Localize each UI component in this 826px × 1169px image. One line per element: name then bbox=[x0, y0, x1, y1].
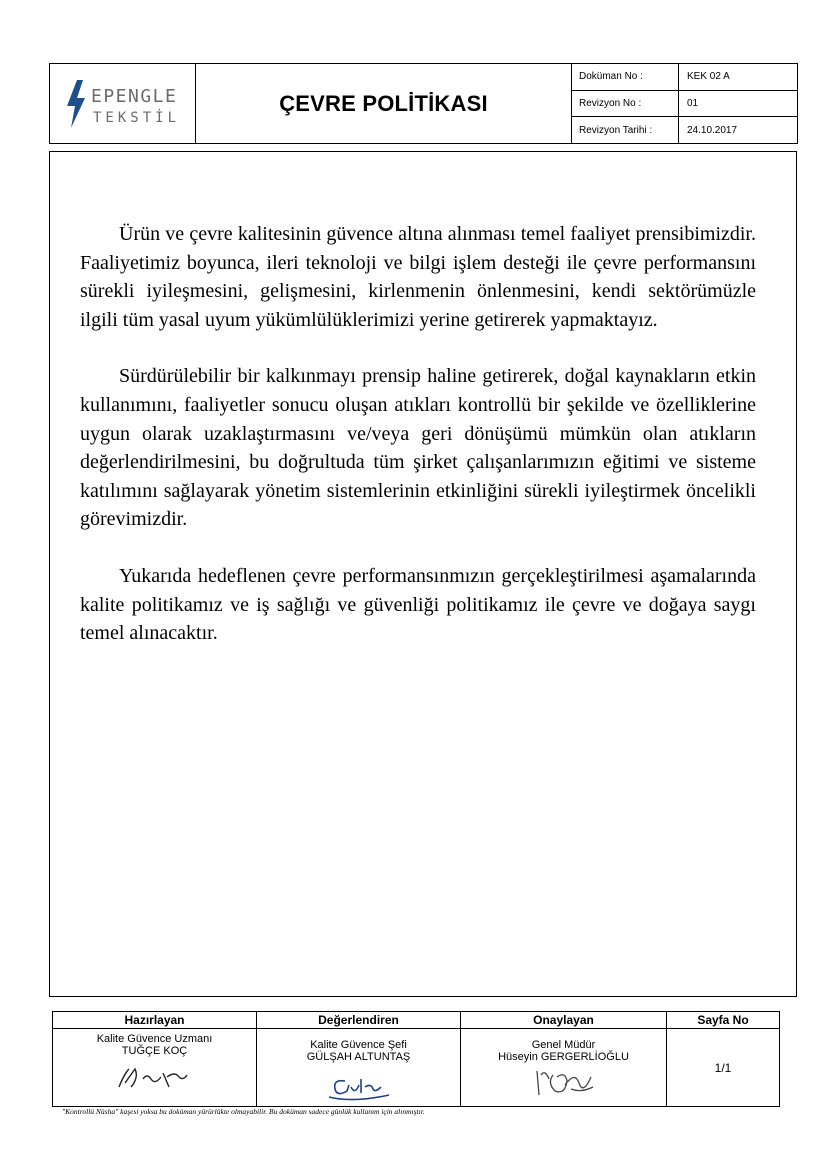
prepared-column bbox=[53, 1012, 257, 1106]
approval-table bbox=[52, 1011, 780, 1107]
title-cell bbox=[196, 64, 572, 143]
meta-value: 24.10.2017 bbox=[687, 124, 738, 136]
approved-column bbox=[461, 1012, 667, 1106]
meta-row-document-no bbox=[572, 64, 797, 91]
meta-key: Revizyon Tarihi : bbox=[572, 117, 679, 143]
meta-key: Revizyon No : bbox=[572, 91, 679, 117]
meta-value: 01 bbox=[687, 98, 699, 109]
reviewed-column bbox=[257, 1012, 461, 1106]
person-name: GÜLŞAH ALTUNTAŞ bbox=[306, 1051, 411, 1063]
paragraph: Ürün ve çevre kalitesinin güvence altına alınması temel faaliyet prensibimizdir. Faaliyetimiz boyunca, ileri teknoloji ve bilgi işlem desteği ile çevre performansını sürekli iyileşmesini, gelişmesini, kirlenmenin önlenmesini, kendi sektörümüzle ilgili tüm yasal uyum yükümlülüklerimizi yerine getirerek yapmaktayız. bbox=[80, 223, 756, 331]
signature-image bbox=[323, 1071, 395, 1105]
person-name: TUĞÇE KOÇ bbox=[121, 1045, 188, 1057]
logo-cell bbox=[50, 64, 196, 143]
reviewed-cell bbox=[257, 1029, 460, 1106]
role-label: Genel Müdür bbox=[531, 1039, 596, 1051]
role-label: Kalite Güvence Uzmanı bbox=[96, 1033, 213, 1045]
page-number: 1/1 bbox=[714, 1060, 732, 1075]
column-header: Sayfa No bbox=[667, 1012, 779, 1029]
controlled-copy-note: "Kontrollü Nüsha" kaşesi yoksa bu doküman yürürlükte olmayabilir. Bu doküman sadece günlük kullanım için alınmıştır. bbox=[62, 1107, 425, 1116]
page-cell bbox=[667, 1029, 779, 1106]
document-header bbox=[49, 63, 798, 144]
policy-body bbox=[49, 151, 797, 997]
column-header: Onaylayan bbox=[461, 1012, 666, 1029]
company-logo bbox=[65, 76, 181, 132]
meta-row-revision-no bbox=[572, 91, 797, 118]
person-name: Hüseyin GERGERLİOĞLU bbox=[498, 1051, 629, 1063]
signature-image bbox=[113, 1063, 193, 1093]
approved-cell bbox=[461, 1029, 666, 1106]
meta-row-revision-date bbox=[572, 117, 797, 143]
signature-image bbox=[531, 1065, 601, 1099]
meta-value: KEK 02 A bbox=[687, 71, 730, 83]
prepared-cell bbox=[53, 1029, 256, 1106]
column-header: Hazırlayan bbox=[53, 1012, 256, 1029]
svg-text:EPENGLE: EPENGLE bbox=[90, 85, 177, 107]
document-title: ÇEVRE POLİTİKASI bbox=[279, 90, 488, 116]
paragraph: Yukarıda hedeflenen çevre performansınmızın gerçekleştirilmesi aşamalarında kalite politikamız ve iş sağlığı ve güvenliği politikamız ile çevre ve doğaya saygı temel alınacaktır. bbox=[80, 564, 756, 645]
meta-key: Doküman No : bbox=[572, 64, 679, 90]
role-label: Kalite Güvence Şefi bbox=[310, 1039, 407, 1051]
svg-text:TEKSTİL: TEKSTİL bbox=[92, 109, 180, 126]
document-meta bbox=[572, 64, 797, 143]
policy-text bbox=[80, 220, 756, 676]
column-header: Değerlendiren bbox=[257, 1012, 460, 1029]
page-column bbox=[667, 1012, 779, 1106]
paragraph: Sürdürülebilir bir kalkınmayı prensip haline getirerek, doğal kaynakların etkin kullanımını, faaliyetler sonucu oluşan atıkları kontrollü bir şekilde ve özelliklerine uygun olarak uzaklaştırmasını ve/veya geri dönüşümü mümkün olan atıkların değerlendirilmesini, bu doğrultuda tüm şirket çalışanlarımızın eğitimi ve sisteme katılımını sağlayarak yönetim sistemlerinin etkinliğini sürekli iyileştirmek öncelikli görevimizdir. bbox=[80, 365, 756, 531]
